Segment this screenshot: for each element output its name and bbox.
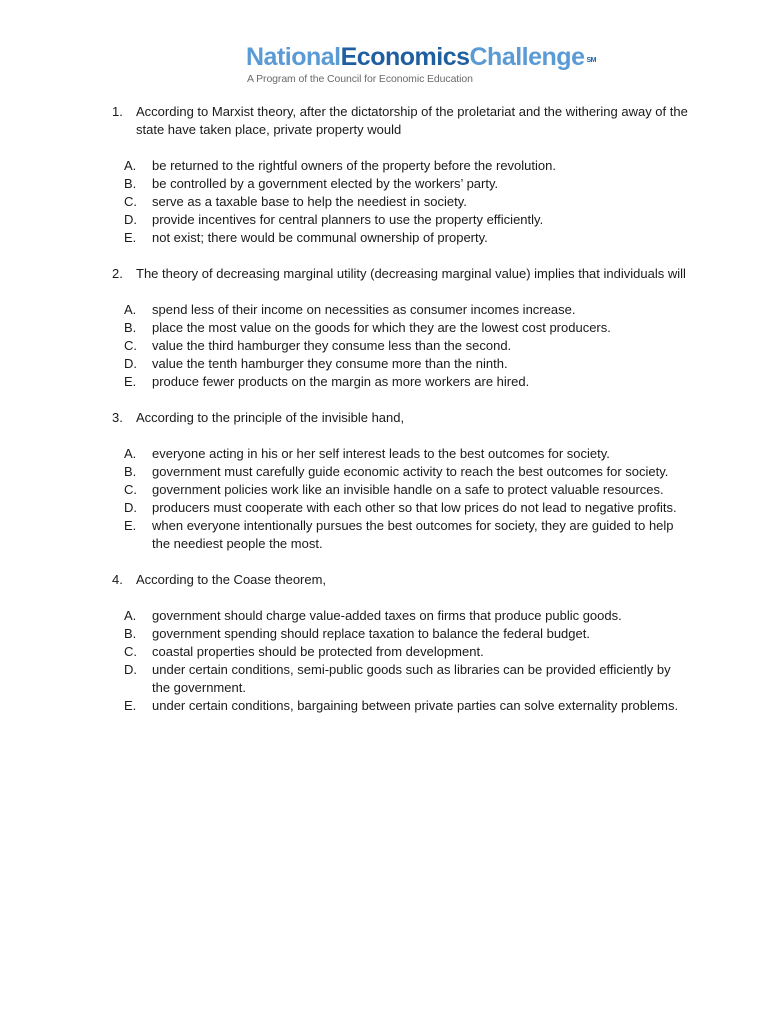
option-text: spend less of their income on necessities as consumer incomes increase. <box>152 302 576 317</box>
answer-option <box>112 661 692 697</box>
option-text: government should charge value-added taxes on firms that produce public goods. <box>152 608 622 623</box>
answer-option <box>112 481 692 499</box>
option-text: when everyone intentionally pursues the best outcomes for society, they are guided to help the neediest people the most. <box>152 518 674 551</box>
answer-option <box>112 319 692 337</box>
answer-option <box>112 463 692 481</box>
option-text: under certain conditions, semi-public goods such as libraries can be provided efficiently by the government. <box>152 662 671 695</box>
option-text: be returned to the rightful owners of the property before the revolution. <box>152 158 556 173</box>
option-letter: C. <box>124 194 137 209</box>
question-number: 1. <box>112 104 123 119</box>
question-1 <box>112 103 692 247</box>
answer-option <box>112 157 692 175</box>
option-letter: E. <box>124 698 137 713</box>
option-text: be controlled by a government elected by the workers’ party. <box>152 176 499 191</box>
option-text: produce fewer products on the margin as more workers are hired. <box>152 374 530 389</box>
question-stem <box>112 409 692 427</box>
option-letter: B. <box>124 176 137 191</box>
option-text: serve as a taxable base to help the neediest in society. <box>152 194 467 209</box>
logo-word-challenge: Challenge <box>469 43 585 71</box>
option-letter: A. <box>124 158 137 173</box>
option-text: government must carefully guide economic activity to reach the best outcomes for society. <box>152 464 669 479</box>
option-letter: D. <box>124 212 137 227</box>
question-3 <box>112 409 692 553</box>
option-text: producers must cooperate with each other so that low prices do not lead to negative profits. <box>152 500 677 515</box>
option-text: everyone acting in his or her self interest leads to the best outcomes for society. <box>152 446 610 461</box>
question-stem <box>112 265 692 283</box>
answer-options <box>112 445 692 553</box>
national-economics-challenge-logo <box>246 42 646 72</box>
answer-option <box>112 697 692 715</box>
option-letter: C. <box>124 482 137 497</box>
option-text: under certain conditions, bargaining between private parties can solve externality problems. <box>152 698 679 713</box>
option-text: provide incentives for central planners to use the property efficiently. <box>152 212 544 227</box>
logo-word-economics: Economics <box>340 43 470 71</box>
option-text: government policies work like an invisible handle on a safe to protect valuable resources. <box>152 482 664 497</box>
option-letter: E. <box>124 374 137 389</box>
answer-options <box>112 301 692 391</box>
question-number: 3. <box>112 410 123 425</box>
option-text: government spending should replace taxation to balance the federal budget. <box>152 626 590 641</box>
answer-option <box>112 175 692 193</box>
answer-options <box>112 607 692 715</box>
option-text: value the tenth hamburger they consume more than the ninth. <box>152 356 508 371</box>
option-letter: C. <box>124 644 137 659</box>
option-text: value the third hamburger they consume less than the second. <box>152 338 512 353</box>
question-text: According to Marxist theory, after the dictatorship of the proletariat and the withering away of the state have taken place, private property would <box>136 104 688 137</box>
answer-option <box>112 337 692 355</box>
question-stem <box>112 571 692 589</box>
question-text: According to the Coase theorem, <box>136 572 327 587</box>
answer-option <box>112 625 692 643</box>
logo-tagline: A Program of the Council for Economic Education <box>247 73 473 85</box>
option-letter: E. <box>124 518 137 533</box>
option-letter: A. <box>124 302 137 317</box>
answer-option <box>112 211 692 229</box>
question-text: The theory of decreasing marginal utility (decreasing marginal value) implies that individuals will <box>136 266 686 281</box>
answer-option <box>112 193 692 211</box>
question-text: According to the principle of the invisible hand, <box>136 410 405 425</box>
question-number: 2. <box>112 266 123 281</box>
option-letter: E. <box>124 230 137 245</box>
service-mark: SM <box>586 57 596 64</box>
question-list <box>112 103 692 733</box>
answer-options <box>112 157 692 247</box>
answer-option <box>112 373 692 391</box>
option-text: place the most value on the goods for which they are the lowest cost producers. <box>152 320 611 335</box>
option-letter: B. <box>124 320 137 335</box>
option-letter: D. <box>124 356 137 371</box>
answer-option <box>112 643 692 661</box>
answer-option <box>112 301 692 319</box>
option-letter: C. <box>124 338 137 353</box>
option-text: coastal properties should be protected from development. <box>152 644 484 659</box>
logo-word-national: National <box>246 43 341 71</box>
option-letter: B. <box>124 626 137 641</box>
option-letter: D. <box>124 662 137 677</box>
option-letter: B. <box>124 464 137 479</box>
option-text: not exist; there would be communal ownership of property. <box>152 230 488 245</box>
answer-option <box>112 355 692 373</box>
option-letter: A. <box>124 608 137 623</box>
option-letter: D. <box>124 500 137 515</box>
question-4 <box>112 571 692 715</box>
question-stem <box>112 103 692 139</box>
answer-option <box>112 229 692 247</box>
question-number: 4. <box>112 572 123 587</box>
question-2 <box>112 265 692 391</box>
answer-option <box>112 607 692 625</box>
answer-option <box>112 499 692 517</box>
page-header <box>246 42 646 92</box>
answer-option <box>112 445 692 463</box>
answer-option <box>112 517 692 553</box>
option-letter: A. <box>124 446 137 461</box>
